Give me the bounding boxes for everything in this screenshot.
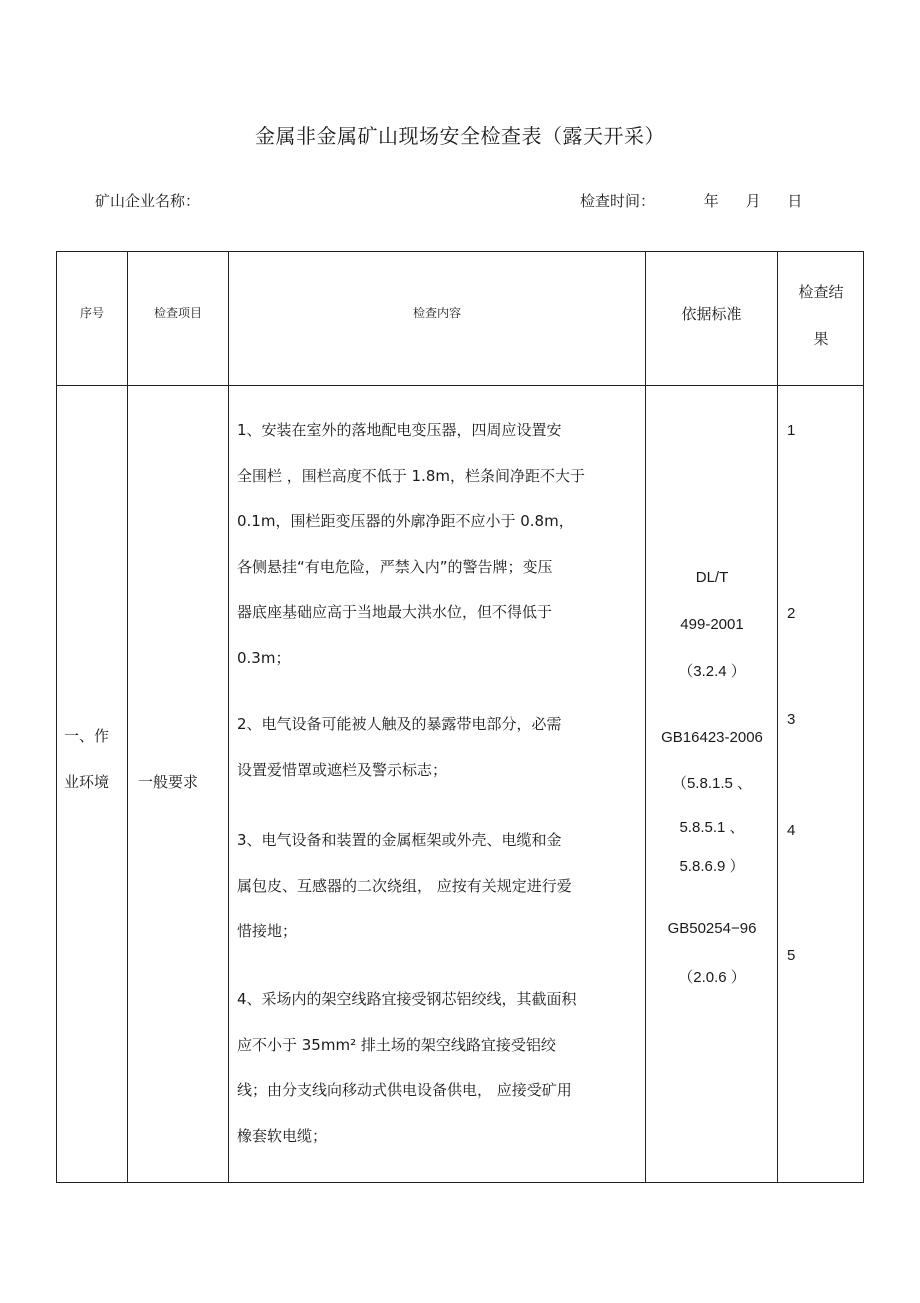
col-divider xyxy=(228,252,229,1182)
standard-line: （3.2.4 ） xyxy=(678,663,746,680)
col-divider xyxy=(777,252,778,1182)
content-line: 设置爱惜罩或遮栏及警示标志； xyxy=(237,760,448,779)
content-line: 3、电气设备和装置的金属框架或外壳、电缆和金 xyxy=(237,831,562,849)
content-para-3 xyxy=(237,818,642,955)
header-result-line1: 检查结 xyxy=(798,283,844,301)
inspection-time xyxy=(580,190,802,211)
col-divider xyxy=(645,252,646,1182)
header-standard: 依据标准 xyxy=(681,305,742,323)
content-line: 4、采场内的架空线路宜接受钢芯铝绞线，其截面积 xyxy=(237,990,577,1008)
header-divider xyxy=(57,385,863,386)
content-line: 橡套软电缆； xyxy=(237,1126,328,1145)
header-content: 检查内容 xyxy=(412,306,461,320)
category-line1: 一、作 xyxy=(64,727,110,745)
standard-line: DL/T xyxy=(695,569,729,586)
inspection-time-label: 检查时间： xyxy=(580,192,656,210)
content-line: 1、安装在室外的落地配电变压器，四周应设置安 xyxy=(237,421,562,439)
page-title: 金属非金属矿山现场安全检查表（露天开采） xyxy=(255,124,665,148)
content-line: 各侧悬挂“有电危险，严禁入内”的警告牌；变压 xyxy=(237,557,553,576)
content-para-1 xyxy=(237,408,642,681)
header-seq: 序号 xyxy=(79,306,104,320)
content-line: 线；由分支线向移动式供电设备供电， 应接受矿用 xyxy=(237,1081,572,1099)
result-number: 4 xyxy=(787,822,796,839)
content-line: 应不小于 35mm² 排土场的架空线路宜接受铝绞 xyxy=(237,1035,556,1054)
check-item: 一般要求 xyxy=(138,773,199,791)
result-number: 5 xyxy=(787,947,796,964)
result-number: 3 xyxy=(787,711,796,728)
content-line: 0.3m； xyxy=(237,648,291,667)
standard-line: （2.0.6 ） xyxy=(678,969,746,986)
inspection-table xyxy=(56,251,864,1183)
category-line2: 业环境 xyxy=(64,773,110,791)
result-number: 1 xyxy=(787,422,796,439)
standard-line: 499-2001 xyxy=(680,616,744,633)
content-line: 属包皮、互感器的二次绕组， 应按有关规定进行爱 xyxy=(237,876,572,895)
standard-line: （5.8.1.5 、 xyxy=(671,775,753,792)
standard-line: 5.8.6.9 ） xyxy=(679,858,745,875)
content-line: 惜接地； xyxy=(237,922,298,940)
header-item: 检查项目 xyxy=(153,306,202,320)
header-result-line2: 果 xyxy=(813,330,829,348)
content-line: 全围栏 ，围栏高度不低于 1.8m，栏条间净距不大于 xyxy=(237,466,586,485)
col-divider xyxy=(127,252,128,1182)
month-label: 月 xyxy=(745,192,761,210)
day-label: 日 xyxy=(787,192,803,210)
result-number: 2 xyxy=(787,605,796,622)
year-label: 年 xyxy=(703,192,719,210)
standard-line: GB16423-2006 xyxy=(661,729,763,746)
standard-line: GB50254−96 xyxy=(667,920,757,937)
content-para-2 xyxy=(237,702,642,793)
content-line: 器底座基础应高于当地最大洪水位，但不得低于 xyxy=(237,603,553,621)
content-line: 0.1m，围栏距变压器的外廓净距不应小于 0.8m， xyxy=(237,512,574,530)
company-name-label: 矿山企业名称： xyxy=(95,192,201,210)
standard-line: 5.8.5.1 、 xyxy=(679,819,745,836)
content-line: 2、电气设备可能被人触及的暴露带电部分，必需 xyxy=(237,715,562,733)
content-para-4 xyxy=(237,977,642,1159)
